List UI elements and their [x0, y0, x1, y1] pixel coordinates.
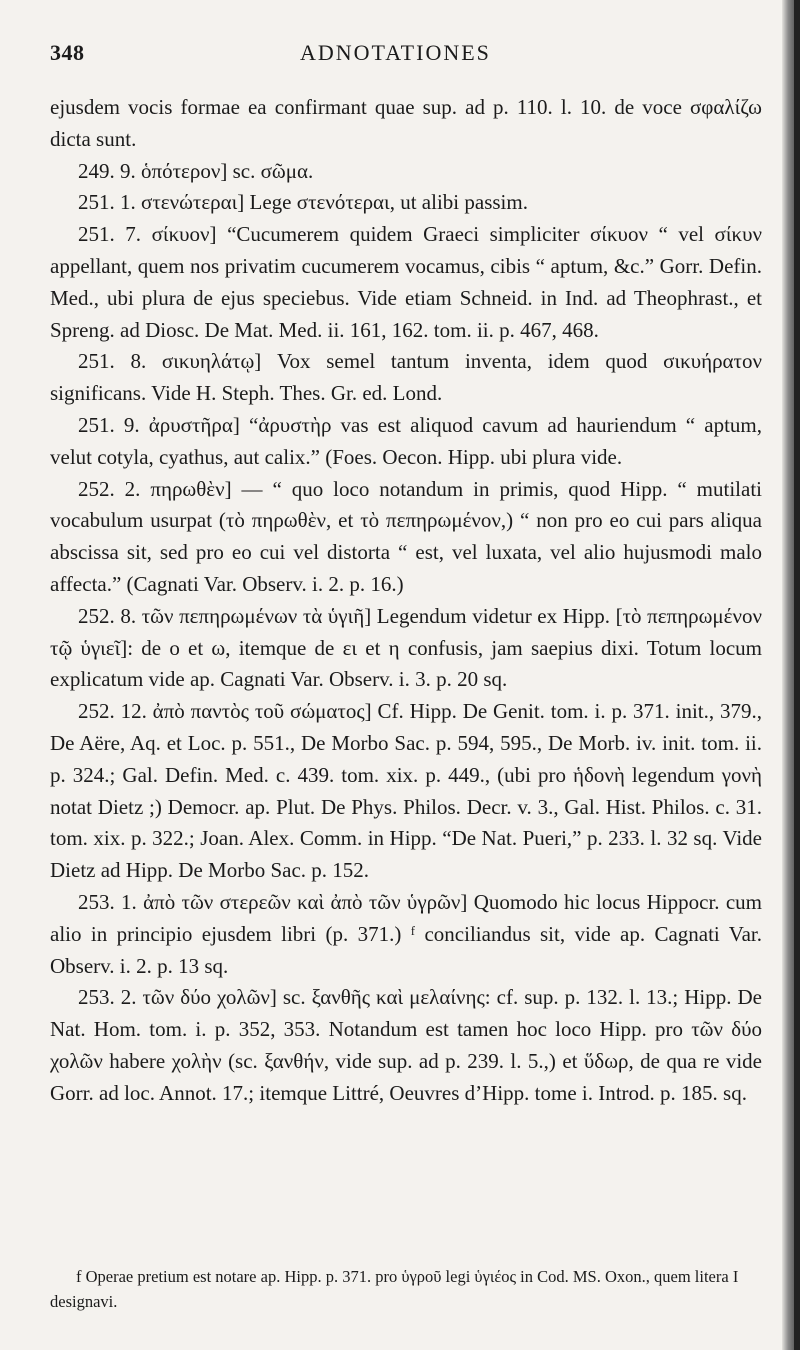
paragraph: 252. 12. ἀπὸ παντὸς τοῦ σώματος] Cf. Hipp. De Genit. tom. i. p. 371. init., 379., De Aëre, Aq. et Loc. p. 551., De Morbo Sac. p. 594, 595., De Morb. iv. init. tom. ii. p. 324.; Gal. Defin. Med. c. 439. tom. xix. p. 449., (ubi pro ἡδονὴ legendum γονὴ notat Dietz ;) Democr. ap. Plut. De Phys. Philos. Decr. v. 3., Gal. Hist. Philos. c. 31. tom. xix. p. 322.; Joan. Alex. Comm. in Hipp. “De Nat. Pueri,” p. 233. l. 32 sq. Vide Dietz ad Hipp. De Morbo Sac. p. 152.: [50, 699, 762, 883]
paragraph: 251. 9. ἀρυστῆρα] “ἀρυστὴρ vas est aliquod cavum ad hauriendum “ aptum, velut cotyla, cyathus, aut calix.” (Foes. Oecon. Hipp. ubi plura vide.: [50, 412, 762, 469]
page-header: [50, 40, 760, 74]
page-edge-dark: [794, 0, 800, 1350]
paragraph: ejusdem vocis formae ea confirmant quae sup. ad p. 110. l. 10. de voce σφαλίζω dicta sunt.: [50, 95, 762, 151]
paragraph: 251. 8. σικυηλάτῳ] Vox semel tantum inventa, idem quod σικυήρατον significans. Vide H. Steph. Thes. Gr. ed. Lond.: [50, 349, 762, 406]
paragraph: 253. 2. τῶν δύο χολῶν] sc. ξανθῆς καὶ μελαίνης: cf. sup. p. 132. l. 13.; Hipp. De Nat. Hom. tom. i. p. 352, 353. Notandum est tamen hoc loco Hipp. pro τῶν δύο χολῶν habere χολὴν (sc. ξανθήν, vide sup. ad p. 239. l. 5.,) et ὕδωρ, de qua re vide Gorr. ad loc. Annot. 17.; itemque Littré, Oeuvres d’Hipp. tome i. Introd. p. 185. sq.: [50, 985, 762, 1105]
page-number: 348: [50, 40, 85, 65]
main-text: [50, 92, 762, 1110]
paragraph: 251. 1. στενώτεραι] Lege στενότεραι, ut alibi passim.: [78, 190, 528, 215]
footnote: [50, 1264, 762, 1314]
paragraph: 252. 2. πηρωθὲν] — “ quo loco notandum in primis, quod Hipp. “ mutilati vocabulum usurpat (τὸ πηρωθὲν, et τὸ πεπηρωμένον,) “ non pro eo cui pars aliqua abscissa sit, sed pro eo cui vel distorta “ est, vel luxata, vel alio hujusmodi malo affecta.” (Cagnati Var. Observ. i. 2. p. 16.): [50, 476, 762, 596]
paragraph: 253. 1. ἀπὸ τῶν στερεῶν καὶ ἀπὸ τῶν ὑγρῶν] Quomodo hic locus Hippocr. cum alio in principio ejusdem libri (p. 371.) ᶠ conciliandus sit, vide ap. Cagnati Var. Observ. i. 2. p. 13 sq.: [50, 889, 762, 978]
footnote-text: f Operae pretium est notare ap. Hipp. p. 371. pro ὑγροῦ legi ὑγιέος in Cod. MS. Oxon., quem litera I designavi.: [50, 1267, 739, 1311]
paragraph: 251. 7. σίκυον] “Cucumerem quidem Graeci simpliciter σίκυον “ vel σίκυν appellant, quem nos privatim cucumerem vocamus, cibis “ aptum, &c.” Gorr. Defin. Med., ubi plura de ejus speciebus. Vide etiam Schneid. in Ind. ad Theophrast., et Spreng. ad Diosc. De Mat. Med. ii. 161, 162. tom. ii. p. 467, 468.: [50, 222, 762, 342]
running-head: ADNOTATIONES: [300, 40, 491, 65]
paragraph: 252. 8. τῶν πεπηρωμένων τὰ ὑγιῆ] Legendum videtur ex Hipp. [τὸ πεπηρωμένον τῷ ὑγιεῖ]: de ο et ω, itemque de ει et η confusis, jam saepius dixi. Totum locum explicatum vide ap. Cagnati Var. Observ. i. 3. p. 20 sq.: [50, 603, 762, 692]
paragraph: 249. 9. ὁπότερον] sc. σῶμα.: [78, 158, 314, 183]
